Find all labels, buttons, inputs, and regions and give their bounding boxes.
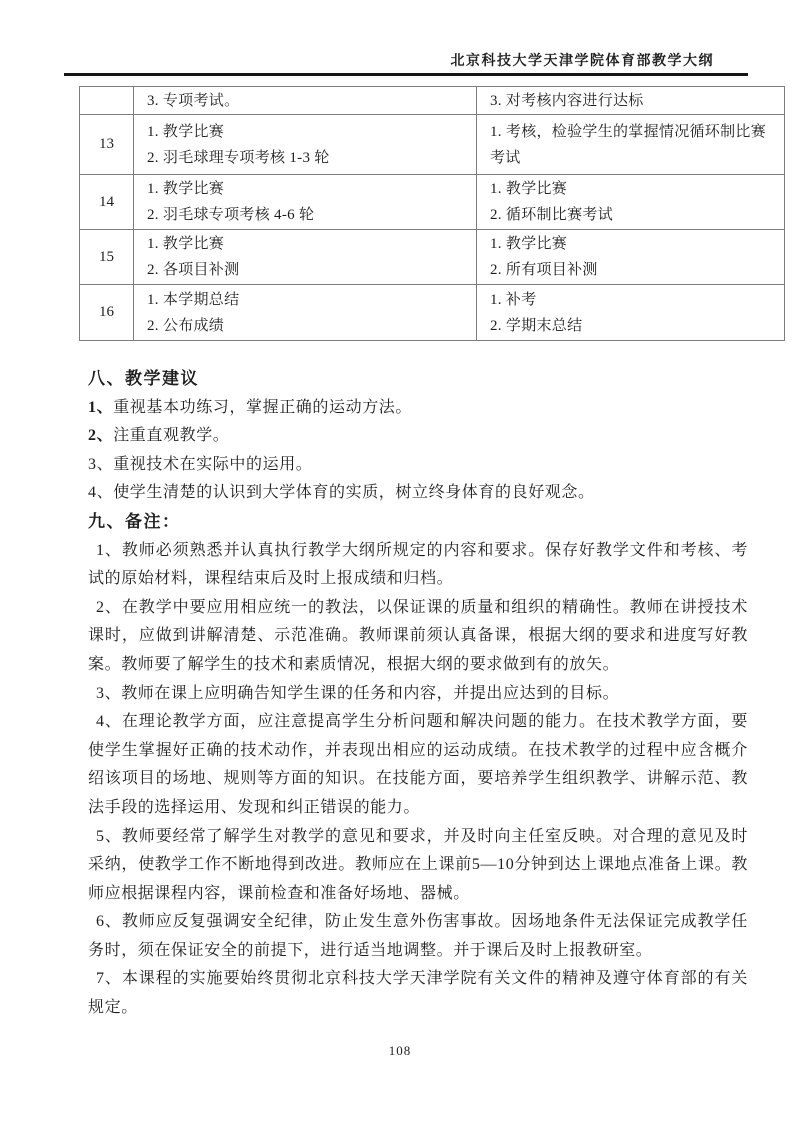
assessment-cell (477, 87, 785, 115)
list-item (88, 422, 748, 451)
schedule-table (79, 86, 785, 341)
cell-line: 1. 本学期总结 (147, 291, 240, 308)
cell-line: 2. 公布成绩 (147, 317, 225, 334)
item-number: 2、 (88, 427, 114, 445)
table-row (80, 115, 785, 175)
cell-line: 1. 教学比赛 (490, 236, 568, 252)
item-text: 注重直观教学。 (113, 427, 230, 445)
list-item (88, 394, 748, 423)
assessment-cell (477, 115, 785, 175)
list-item (88, 451, 748, 480)
paragraph: 6、教师应反复强调安全纪律，防止发生意外伤害事故。因场地条件无法保证完成教学任务时，须在保证安全的前提下，进行适当地调整。并于课后及时上报教研室。 (88, 913, 748, 959)
header-title: 北京科技大学天津学院体育部教学大纲 (450, 52, 714, 68)
paragraph: 3、教师在课上应明确告知学生课的任务和内容，并提出应达到的目标。 (96, 684, 620, 702)
week-cell: 15 (80, 230, 134, 285)
cell-line: 2. 羽毛球理专项考核 1-3 轮 (147, 149, 330, 166)
page-number: 108 (388, 1043, 412, 1058)
content-cell (134, 87, 477, 115)
paragraph: 7、本课程的实施要始终贯彻北京科技大学天津学院有关文件的精神及遵守体育部的有关规定。 (88, 970, 748, 1017)
cell-line: 1. 补考 (490, 291, 537, 308)
paragraph: 4、在理论教学方面，应注意提高学生分析问题和解决问题的能力。在技术教学方面，要使学生掌握好正确的技术动作，并表现出相应的运动成绩。在技术教学的过程中应含概介绍该项目的场地、规则等方面的知识。在技能方面，要培养学生组织教学、讲解示范、教法手段的选择运用、发现和纠正错误的能力。 (88, 713, 748, 816)
item-text: 重视技术在实际中的运用。 (113, 455, 313, 473)
paragraph: 5、教师要经常了解学生对教学的意见和要求，并及时向主任室反映。对合理的意见及时采纳，使教学工作不断地得到改进。教师应在上课前5—10分钟到达上课地点准备上课。教师应根据课程内容，课前检查和准备好场地、器械。 (88, 827, 748, 902)
content-cell (134, 115, 477, 175)
week-cell: 16 (80, 285, 134, 341)
item-text: 重视基本功练习，掌握正确的运动方法。 (113, 398, 413, 416)
week-cell: 13 (80, 115, 134, 175)
assessment-cell (477, 175, 785, 230)
cell-line: 3. 对考核内容进行达标 (490, 92, 644, 109)
item-number: 3、 (88, 455, 114, 473)
item-text: 使学生清楚的认识到大学体育的实质，树立终身体育的良好观念。 (113, 484, 595, 502)
week-cell: 14 (80, 175, 134, 230)
cell-line: 2. 羽毛球专项考核 4-6 轮 (147, 207, 315, 223)
page-header (64, 50, 748, 76)
document-body (88, 365, 748, 1023)
table-row (80, 230, 785, 285)
assessment-cell (477, 285, 785, 341)
cell-line: 2. 循环制比赛考试 (490, 207, 614, 223)
cell-line: 1. 教学比赛 (147, 236, 225, 252)
cell-line: 1. 考核，检验学生的掌握情况循环制比赛考试 (490, 123, 767, 166)
week-cell (80, 87, 134, 115)
header-rule (64, 73, 748, 76)
section-8-heading: 八、教学建议 (88, 369, 199, 388)
cell-line: 1. 教学比赛 (147, 123, 225, 140)
cell-line: 3. 专项考试。 (147, 92, 240, 109)
table-row (80, 175, 785, 230)
cell-line: 1. 教学比赛 (147, 181, 225, 197)
table-row (80, 87, 785, 115)
cell-line: 2. 学期末总结 (490, 317, 583, 334)
cell-line: 1. 教学比赛 (490, 181, 568, 197)
item-number: 4、 (88, 484, 114, 502)
paragraph: 2、在教学中要应用相应统一的教法，以保证课的质量和组织的精确性。教师在讲授技术课时，应做到讲解清楚、示范准确。教师课前须认真备课，根据大纲的要求和进度写好教案。教师要了解学生的技术和素质情况，根据大纲的要求做到有的放矢。 (88, 598, 748, 673)
cell-line: 2. 各项目补测 (147, 262, 240, 278)
content-cell (134, 175, 477, 230)
cell-line: 2. 所有项目补测 (490, 262, 598, 278)
list-item (88, 479, 748, 508)
table-row (80, 285, 785, 341)
section-9-heading: 九、备注： (88, 511, 181, 531)
assessment-cell (477, 230, 785, 285)
item-number: 1、 (88, 398, 114, 416)
paragraph: 1、教师必须熟悉并认真执行教学大纲所规定的内容和要求。保存好教学文件和考核、考试的原始材料，课程结束后及时上报成绩和归档。 (88, 541, 748, 588)
content-cell (134, 230, 477, 285)
content-cell (134, 285, 477, 341)
